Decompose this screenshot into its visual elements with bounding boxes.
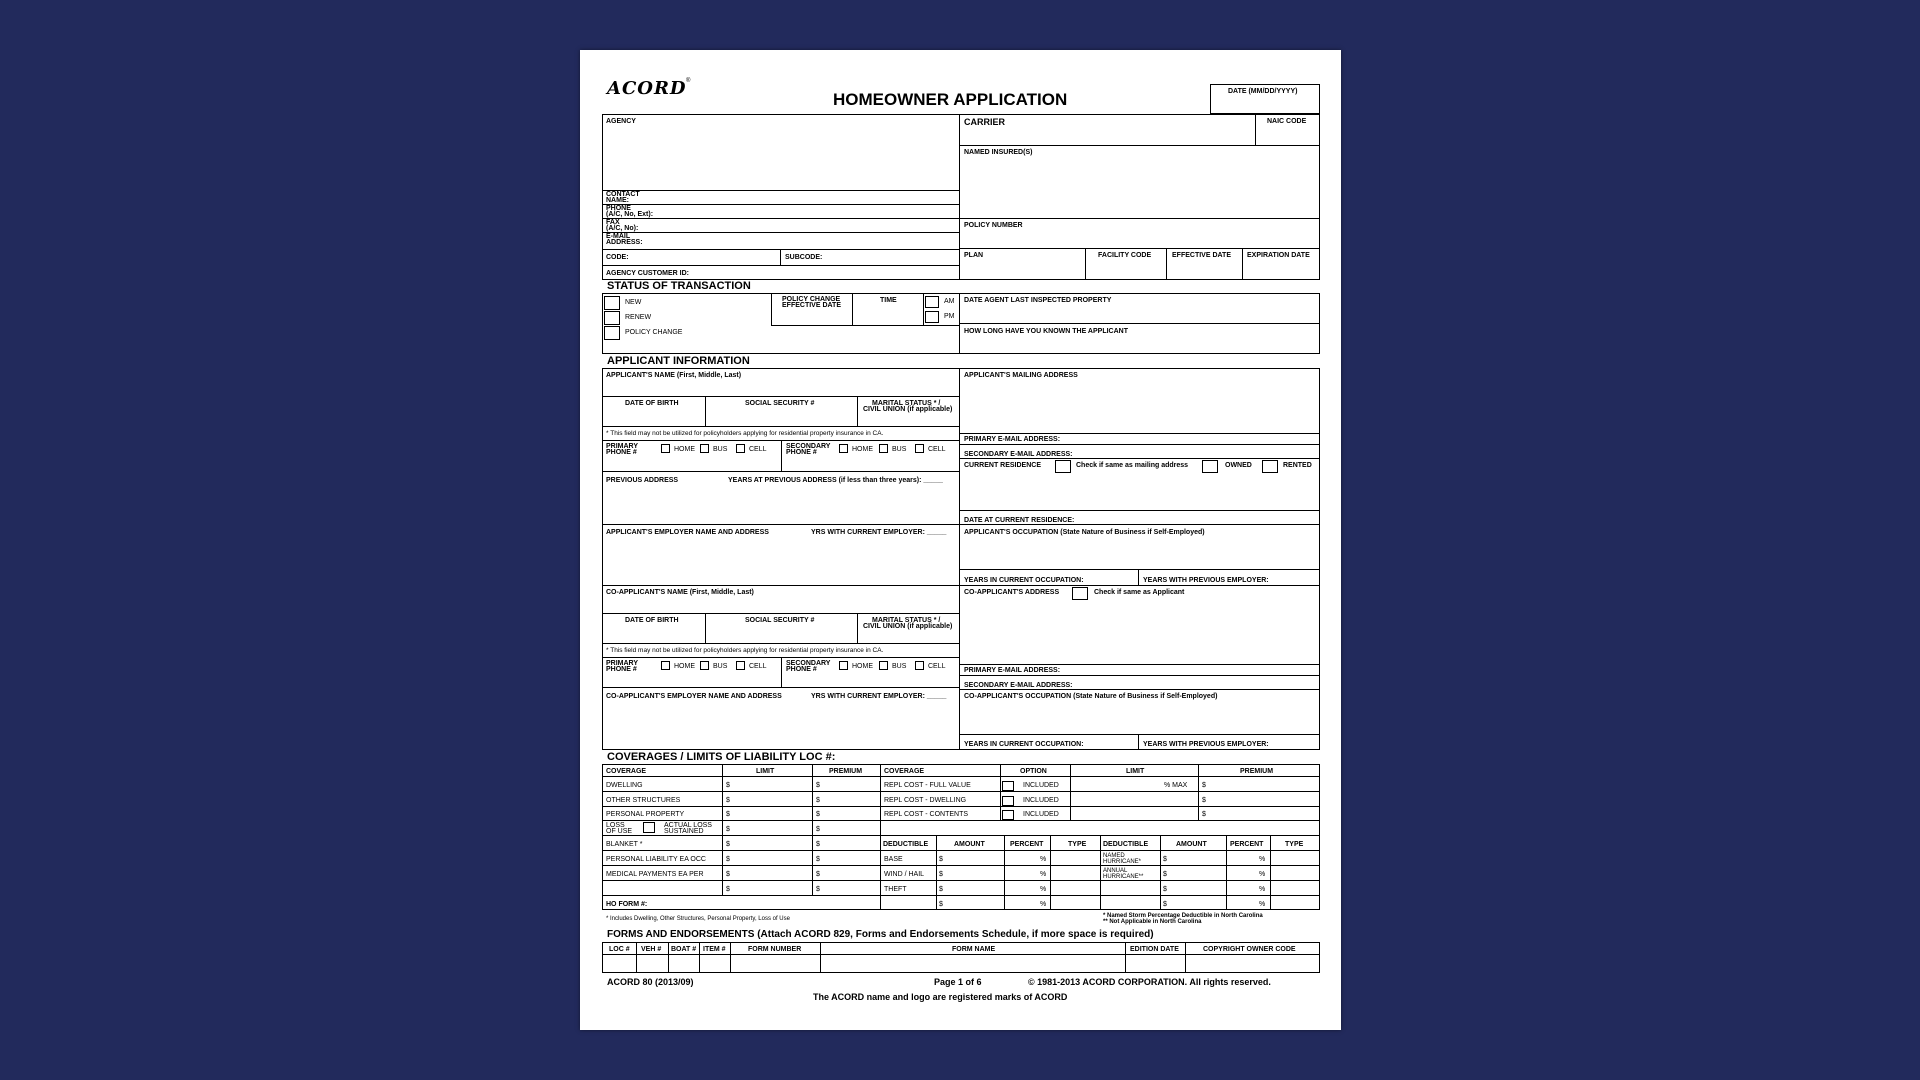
occupation-label: APPLICANT'S OCCUPATION (State Nature of Business if Self-Employed) bbox=[964, 529, 1205, 536]
dollar-sign: $ bbox=[816, 826, 820, 833]
pm-label: PM bbox=[944, 313, 955, 320]
policy-change-label: POLICY CHANGE bbox=[625, 329, 683, 336]
co-secondary-phone-label-1: SECONDARY bbox=[786, 660, 831, 667]
ded-theft: THEFT bbox=[884, 886, 907, 893]
rented-label: RENTED bbox=[1283, 462, 1312, 469]
dollar-sign: $ bbox=[816, 886, 820, 893]
co-sec-home-checkbox[interactable] bbox=[839, 661, 848, 670]
co-primary-email-label: PRIMARY E-MAIL ADDRESS: bbox=[964, 667, 1061, 674]
pct-sign: % bbox=[1040, 901, 1047, 908]
dollar-sign: $ bbox=[939, 886, 943, 893]
pct-sign: % bbox=[1259, 871, 1266, 878]
co-sec-bus-label: BUS bbox=[892, 663, 907, 670]
coverages-section-title: COVERAGES / LIMITS OF LIABILITY LOC #: bbox=[607, 751, 836, 763]
forms-section-title: FORMS AND ENDORSEMENTS (Attach ACORD 829, Forms and Endorsements Schedule, if more space is required) bbox=[607, 929, 1154, 940]
dollar-sign: $ bbox=[816, 841, 820, 848]
co-bus-label: BUS bbox=[713, 663, 728, 670]
included-label: INCLUDED bbox=[1023, 797, 1059, 804]
am-label: AM bbox=[944, 298, 955, 305]
marital-label-1: MARITAL STATUS * / bbox=[872, 400, 941, 407]
fax-label: FAX bbox=[606, 219, 620, 226]
yrs-employer-label: YRS WITH CURRENT EMPLOYER: _____ bbox=[811, 529, 947, 536]
cov-blanket: BLANKET * bbox=[606, 841, 643, 848]
facility-code-label: FACILITY CODE bbox=[1098, 252, 1152, 259]
bus-checkbox[interactable] bbox=[700, 444, 709, 453]
co-home-checkbox[interactable] bbox=[661, 661, 670, 670]
years-prev-label: YEARS AT PREVIOUS ADDRESS (if less than three years): _____ bbox=[728, 477, 943, 484]
new-label: NEW bbox=[625, 299, 642, 306]
dollar-sign: $ bbox=[726, 826, 730, 833]
repl-contents-checkbox[interactable] bbox=[1002, 810, 1014, 820]
same-mailing-label: Check if same as mailing address bbox=[1076, 462, 1189, 469]
carrier-label: CARRIER bbox=[964, 117, 1006, 127]
dollar-sign: $ bbox=[816, 782, 820, 789]
cell-checkbox[interactable] bbox=[736, 444, 745, 453]
co-dob-label: DATE OF BIRTH bbox=[625, 617, 679, 624]
renew-label: RENEW bbox=[625, 314, 652, 321]
cov-header-option: OPTION bbox=[1020, 768, 1047, 775]
forms-col-edition-date: EDITION DATE bbox=[1130, 946, 1179, 953]
ded-header-deductible: DEDUCTIBLE bbox=[883, 841, 929, 848]
ca-note: * This field may not be utilized for policyholders applying for residential property insurance in CA. bbox=[606, 430, 884, 437]
phone-ext-label: (A/C, No, Ext): bbox=[606, 211, 654, 218]
repl-full-checkbox[interactable] bbox=[1002, 781, 1014, 791]
named-hurricane-1: NAMED bbox=[1103, 853, 1125, 859]
dollar-sign: $ bbox=[1163, 886, 1167, 893]
named-insured-label: NAMED INSURED(S) bbox=[964, 149, 1033, 156]
annual-hurricane-2: HURRICANE** bbox=[1103, 874, 1144, 880]
contact-label: CONTACT bbox=[606, 191, 640, 198]
dollar-sign: $ bbox=[1163, 901, 1167, 908]
renew-checkbox[interactable] bbox=[604, 311, 620, 325]
co-cell-checkbox[interactable] bbox=[736, 661, 745, 670]
same-mailing-checkbox[interactable] bbox=[1055, 460, 1071, 473]
cov-repl-dwelling: REPL COST - DWELLING bbox=[884, 797, 967, 804]
employer-label: APPLICANT'S EMPLOYER NAME AND ADDRESS bbox=[606, 529, 769, 536]
dollar-sign: $ bbox=[726, 841, 730, 848]
secondary-phone-label-2: PHONE # bbox=[786, 449, 817, 456]
cov-header-coverage: COVERAGE bbox=[606, 768, 647, 775]
co-employer-label: CO-APPLICANT'S EMPLOYER NAME AND ADDRESS bbox=[606, 693, 782, 700]
co-yrs-occupation-label: YEARS IN CURRENT OCCUPATION: bbox=[964, 741, 1084, 748]
co-sec-bus-checkbox[interactable] bbox=[879, 661, 888, 670]
dollar-sign: $ bbox=[939, 871, 943, 878]
co-primary-phone-label-2: PHONE # bbox=[606, 666, 637, 673]
cov-right-header-coverage: COVERAGE bbox=[884, 768, 925, 775]
forms-col-copyright: COPYRIGHT OWNER CODE bbox=[1203, 946, 1296, 953]
yrs-prev-employer-label: YEARS WITH PREVIOUS EMPLOYER: bbox=[1143, 577, 1269, 584]
dollar-sign: $ bbox=[816, 856, 820, 863]
ded-header-percent: PERCENT bbox=[1010, 841, 1044, 848]
co-secondary-email-label: SECONDARY E-MAIL ADDRESS: bbox=[964, 682, 1073, 689]
dollar-sign: $ bbox=[939, 856, 943, 863]
cov-other-structures: OTHER STRUCTURES bbox=[606, 797, 681, 804]
included-label: INCLUDED bbox=[1023, 811, 1059, 818]
previous-address-label: PREVIOUS ADDRESS bbox=[606, 477, 679, 484]
sec-cell-label: CELL bbox=[928, 446, 946, 453]
mailing-address-label: APPLICANT'S MAILING ADDRESS bbox=[964, 372, 1078, 379]
dollar-sign: $ bbox=[726, 856, 730, 863]
pct-sign: % bbox=[1259, 856, 1266, 863]
subcode-label: SUBCODE: bbox=[785, 254, 823, 261]
status-section-title: STATUS OF TRANSACTION bbox=[607, 280, 751, 292]
pc-eff-label-1: POLICY CHANGE bbox=[782, 296, 841, 303]
registered-marks-notice: The ACORD name and logo are registered marks of ACORD bbox=[813, 992, 1068, 1002]
pct-sign: % bbox=[1040, 856, 1047, 863]
owned-label: OWNED bbox=[1225, 462, 1252, 469]
nc-footnote-1: * Named Storm Percentage Deductible in North Carolina bbox=[1103, 913, 1263, 919]
ded-header-amount-2: AMOUNT bbox=[1176, 841, 1207, 848]
form-title: HOMEOWNER APPLICATION bbox=[833, 90, 1068, 109]
dollar-sign: $ bbox=[1202, 782, 1206, 789]
co-ca-note: * This field may not be utilized for policyholders applying for residential property insurance in CA. bbox=[606, 647, 884, 654]
current-residence-label: CURRENT RESIDENCE bbox=[964, 462, 1042, 469]
co-sec-home-label: HOME bbox=[852, 663, 873, 670]
pct-sign: % bbox=[1040, 886, 1047, 893]
ded-header-percent-2: PERCENT bbox=[1230, 841, 1264, 848]
home-label: HOME bbox=[674, 446, 695, 453]
date-label: DATE (MM/DD/YYYY) bbox=[1228, 88, 1298, 95]
ded-header-type: TYPE bbox=[1068, 841, 1087, 848]
primary-phone-label-1: PRIMARY bbox=[606, 443, 639, 450]
cov-right-header-limit: LIMIT bbox=[1126, 768, 1145, 775]
dollar-sign: $ bbox=[726, 811, 730, 818]
bus-label: BUS bbox=[713, 446, 728, 453]
secondary-phone-label-1: SECONDARY bbox=[786, 443, 831, 450]
cov-header-limit: LIMIT bbox=[756, 768, 775, 775]
agency-customer-id-label: AGENCY CUSTOMER ID: bbox=[606, 270, 689, 277]
forms-col-veh: VEH # bbox=[641, 946, 662, 953]
co-occupation-label: CO-APPLICANT'S OCCUPATION (State Nature of Business if Self-Employed) bbox=[964, 693, 1218, 700]
ded-header-amount: AMOUNT bbox=[954, 841, 985, 848]
forms-col-form-name: FORM NAME bbox=[952, 946, 996, 953]
pm-checkbox[interactable] bbox=[925, 311, 939, 323]
dollar-sign: $ bbox=[816, 871, 820, 878]
registered-mark: ® bbox=[686, 78, 691, 84]
acord-logo: ACORD bbox=[607, 78, 687, 99]
fax-no-label: (A/C, No): bbox=[606, 225, 639, 232]
expiration-date-label: EXPIRATION DATE bbox=[1247, 252, 1310, 259]
co-primary-phone-label-1: PRIMARY bbox=[606, 660, 639, 667]
pct-max-label: % MAX bbox=[1164, 782, 1188, 789]
copyright-notice: © 1981-2013 ACORD CORPORATION. All rights reserved. bbox=[1028, 977, 1271, 987]
phone-label: PHONE bbox=[606, 205, 631, 212]
policy-change-checkbox[interactable] bbox=[604, 326, 620, 340]
nc-footnote-2: ** Not Applicable in North Carolina bbox=[1103, 919, 1202, 925]
co-sec-cell-checkbox[interactable] bbox=[915, 661, 924, 670]
pct-sign: % bbox=[1259, 901, 1266, 908]
same-applicant-label: Check if same as Applicant bbox=[1094, 589, 1185, 596]
cov-personal-liability: PERSONAL LIABILITY EA OCC bbox=[606, 856, 706, 863]
home-checkbox[interactable] bbox=[661, 444, 670, 453]
applicant-section-title: APPLICANT INFORMATION bbox=[607, 355, 750, 367]
co-sec-cell-label: CELL bbox=[928, 663, 946, 670]
dollar-sign: $ bbox=[726, 886, 730, 893]
time-label: TIME bbox=[880, 297, 897, 304]
primary-email-label: PRIMARY E-MAIL ADDRESS: bbox=[964, 436, 1061, 443]
policy-number-label: POLICY NUMBER bbox=[964, 222, 1023, 229]
loss-of-use-label-1: LOSS bbox=[606, 822, 625, 829]
coapplicant-name-label: CO-APPLICANT'S NAME (First, Middle, Last) bbox=[606, 589, 754, 596]
pc-eff-label-2: EFFECTIVE DATE bbox=[782, 302, 841, 309]
co-secondary-phone-label-2: PHONE # bbox=[786, 666, 817, 673]
co-home-label: HOME bbox=[674, 663, 695, 670]
forms-col-item: ITEM # bbox=[703, 946, 726, 953]
form-page bbox=[580, 50, 1341, 1030]
sec-cell-checkbox[interactable] bbox=[915, 444, 924, 453]
ho-form-label: HO FORM #: bbox=[606, 901, 648, 908]
cell-label: CELL bbox=[749, 446, 767, 453]
dollar-sign: $ bbox=[726, 797, 730, 804]
repl-dwelling-checkbox[interactable] bbox=[1002, 796, 1014, 806]
dollar-sign: $ bbox=[939, 901, 943, 908]
co-yrs-prev-employer-label: YEARS WITH PREVIOUS EMPLOYER: bbox=[1143, 741, 1269, 748]
inspected-label: DATE AGENT LAST INSPECTED PROPERTY bbox=[964, 297, 1112, 304]
effective-date-label: EFFECTIVE DATE bbox=[1172, 252, 1231, 259]
email-label: E-MAIL bbox=[606, 233, 631, 240]
pct-sign: % bbox=[1040, 871, 1047, 878]
actual-loss-label-1: ACTUAL LOSS bbox=[664, 822, 712, 829]
yrs-occupation-label: YEARS IN CURRENT OCCUPATION: bbox=[964, 577, 1084, 584]
ded-base: BASE bbox=[884, 856, 903, 863]
rented-checkbox[interactable] bbox=[1262, 460, 1278, 473]
dollar-sign: $ bbox=[1163, 856, 1167, 863]
primary-phone-label-2: PHONE # bbox=[606, 449, 637, 456]
owned-checkbox[interactable] bbox=[1202, 460, 1218, 473]
co-bus-checkbox[interactable] bbox=[700, 661, 709, 670]
co-address-label: CO-APPLICANT'S ADDRESS bbox=[964, 589, 1060, 596]
forms-col-loc: LOC # bbox=[609, 946, 630, 953]
secondary-email-label: SECONDARY E-MAIL ADDRESS: bbox=[964, 451, 1073, 458]
plan-label: PLAN bbox=[964, 252, 984, 259]
contact-name-label: NAME: bbox=[606, 197, 629, 204]
loss-of-use-checkbox[interactable] bbox=[643, 822, 655, 833]
forms-col-form-number: FORM NUMBER bbox=[748, 946, 802, 953]
cov-repl-contents: REPL COST - CONTENTS bbox=[884, 811, 969, 818]
code-label: CODE: bbox=[606, 254, 629, 261]
dollar-sign: $ bbox=[1163, 871, 1167, 878]
sec-home-label: HOME bbox=[852, 446, 873, 453]
co-yrs-employer-label: YRS WITH CURRENT EMPLOYER: _____ bbox=[811, 693, 947, 700]
email-address-label: ADDRESS: bbox=[606, 239, 643, 246]
coverage-footnote: * Includes Dwelling, Other Structures, Personal Property, Loss of Use bbox=[606, 916, 790, 922]
dollar-sign: $ bbox=[726, 782, 730, 789]
page-number: Page 1 of 6 bbox=[934, 977, 982, 987]
new-checkbox[interactable] bbox=[604, 296, 620, 310]
loss-of-use-label-2: OF USE bbox=[606, 828, 633, 835]
co-cell-label: CELL bbox=[749, 663, 767, 670]
ssn-label: SOCIAL SECURITY # bbox=[745, 400, 815, 407]
same-applicant-checkbox[interactable] bbox=[1072, 587, 1088, 600]
annual-hurricane-1: ANNUAL bbox=[1103, 868, 1128, 874]
pct-sign: % bbox=[1259, 886, 1266, 893]
sec-bus-checkbox[interactable] bbox=[879, 444, 888, 453]
dollar-sign: $ bbox=[726, 871, 730, 878]
forms-col-boat: BOAT # bbox=[671, 946, 697, 953]
applicant-name-label: APPLICANT'S NAME (First, Middle, Last) bbox=[606, 372, 742, 379]
dollar-sign: $ bbox=[816, 811, 820, 818]
cov-right-header-premium: PREMIUM bbox=[1240, 768, 1274, 775]
sec-home-checkbox[interactable] bbox=[839, 444, 848, 453]
sec-bus-label: BUS bbox=[892, 446, 907, 453]
agency-label: AGENCY bbox=[606, 118, 636, 125]
naic-code-label: NAIC CODE bbox=[1267, 118, 1307, 125]
co-marital-label-2: CIVIL UNION (if applicable) bbox=[863, 623, 953, 630]
co-marital-label-1: MARITAL STATUS * / bbox=[872, 617, 941, 624]
cov-personal-property: PERSONAL PROPERTY bbox=[606, 811, 685, 818]
dollar-sign: $ bbox=[816, 797, 820, 804]
ded-header-deductible-2: DEDUCTIBLE bbox=[1103, 841, 1149, 848]
date-current-label: DATE AT CURRENT RESIDENCE: bbox=[964, 517, 1075, 524]
dollar-sign: $ bbox=[1202, 811, 1206, 818]
named-hurricane-2: HURRICANE* bbox=[1103, 859, 1142, 865]
cov-repl-full: REPL COST - FULL VALUE bbox=[884, 782, 971, 789]
actual-loss-label-2: SUSTAINED bbox=[664, 828, 704, 835]
marital-label-2: CIVIL UNION (if applicable) bbox=[863, 406, 953, 413]
ded-wind-hail: WIND / HAIL bbox=[884, 871, 925, 878]
cov-medical-payments: MEDICAL PAYMENTS EA PER bbox=[606, 871, 704, 878]
co-ssn-label: SOCIAL SECURITY # bbox=[745, 617, 815, 624]
ded-header-type-2: TYPE bbox=[1285, 841, 1304, 848]
dob-label: DATE OF BIRTH bbox=[625, 400, 679, 407]
dollar-sign: $ bbox=[1202, 797, 1206, 804]
cov-header-premium: PREMIUM bbox=[829, 768, 863, 775]
form-number: ACORD 80 (2013/09) bbox=[607, 977, 694, 987]
known-applicant-label: HOW LONG HAVE YOU KNOWN THE APPLICANT bbox=[964, 328, 1128, 335]
am-checkbox[interactable] bbox=[925, 296, 939, 308]
cov-dwelling: DWELLING bbox=[606, 782, 643, 789]
included-label: INCLUDED bbox=[1023, 782, 1059, 789]
